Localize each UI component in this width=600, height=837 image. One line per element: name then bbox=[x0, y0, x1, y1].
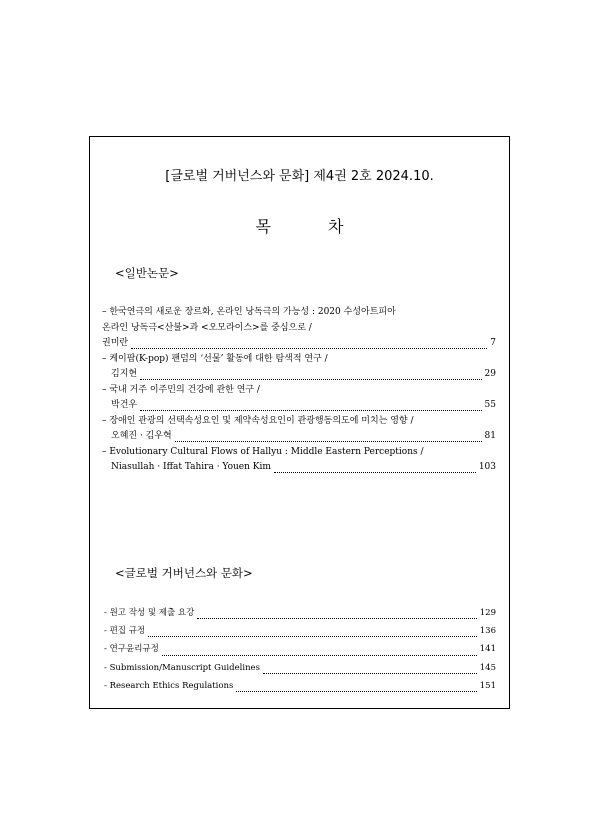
entry-title: – 국내 거주 이주민의 건강에 관한 연구 / bbox=[102, 384, 260, 395]
entry-title: – 케이팝(K-pop) 팬덤의 ‘선물’ 활동에 대한 탐색적 연구 / bbox=[102, 353, 328, 364]
entry-title: – 한국연극의 새로운 장르화, 온라인 낭독극의 가능성 : 2020 수성아트피아 bbox=[102, 307, 396, 317]
toc-entry[interactable] bbox=[102, 352, 496, 383]
toc-title: 목 차 bbox=[255, 217, 370, 236]
entry-author: 박건우 bbox=[111, 400, 138, 410]
dot-leader bbox=[162, 655, 477, 656]
entry-page: 7 bbox=[490, 338, 496, 348]
entry-label: - Submission/Manuscript Guidelines bbox=[104, 662, 260, 673]
toc-entry[interactable] bbox=[102, 414, 496, 445]
entry-page: 151 bbox=[479, 680, 496, 691]
section-heading-journal-info: <글로벌 거버넌스와 문화> bbox=[115, 566, 253, 580]
entry-author: Niasullah · Iffat Tahira · Youen Kim bbox=[111, 462, 271, 472]
general-papers-list bbox=[102, 305, 496, 476]
toc-entry[interactable] bbox=[102, 445, 496, 476]
journal-header: [글로벌 거버넌스와 문화] 제4권 2호 2024.10. bbox=[165, 169, 434, 184]
toc-entry[interactable] bbox=[104, 659, 496, 677]
toc-entry[interactable] bbox=[104, 640, 496, 658]
dot-leader bbox=[131, 348, 487, 349]
toc-entry[interactable] bbox=[102, 305, 496, 352]
entry-label: - Research Ethics Regulations bbox=[104, 680, 234, 691]
entry-page: 145 bbox=[479, 662, 496, 673]
entry-title: 온라인 낭독극<산불>과 <오모라이스>를 중심으로 / bbox=[102, 322, 312, 333]
toc-entry[interactable] bbox=[104, 604, 496, 622]
toc-entry[interactable] bbox=[102, 383, 496, 414]
entry-page: 29 bbox=[484, 369, 496, 379]
dot-leader bbox=[274, 472, 476, 473]
entry-page: 81 bbox=[484, 431, 496, 441]
entry-author: 김지현 bbox=[111, 369, 138, 379]
section-heading-general-papers: <일반논문> bbox=[115, 266, 179, 280]
dot-leader bbox=[263, 673, 477, 674]
toc-entry[interactable] bbox=[104, 677, 496, 695]
entry-page: 103 bbox=[478, 462, 496, 472]
dot-leader bbox=[140, 379, 481, 380]
dot-leader bbox=[197, 618, 476, 619]
entry-page: 129 bbox=[479, 608, 496, 618]
entry-title: – 장애인 관광의 선택속성요인 및 제약속성요인이 관광행동의도에 미치는 영향 / bbox=[102, 415, 414, 426]
journal-info-list bbox=[104, 604, 496, 695]
dot-leader bbox=[140, 410, 481, 411]
entry-page: 136 bbox=[479, 626, 496, 637]
dot-leader bbox=[236, 691, 476, 692]
entry-author: 오혜진 · 김우혁 bbox=[111, 431, 172, 441]
entry-label: - 편집 규정 bbox=[104, 626, 146, 637]
toc-entry[interactable] bbox=[104, 622, 496, 640]
dot-leader bbox=[148, 636, 477, 637]
entry-author: 권미란 bbox=[102, 338, 129, 348]
entry-page: 55 bbox=[484, 400, 496, 410]
entry-label: - 원고 작성 및 제출 요강 bbox=[104, 608, 195, 618]
toc-frame bbox=[89, 136, 510, 709]
entry-label: - 연구윤리규정 bbox=[104, 644, 159, 655]
entry-title: – Evolutionary Cultural Flows of Hallyu : Middle Eastern Perceptions / bbox=[102, 446, 424, 457]
entry-page: 141 bbox=[479, 644, 496, 655]
dot-leader bbox=[175, 441, 482, 442]
